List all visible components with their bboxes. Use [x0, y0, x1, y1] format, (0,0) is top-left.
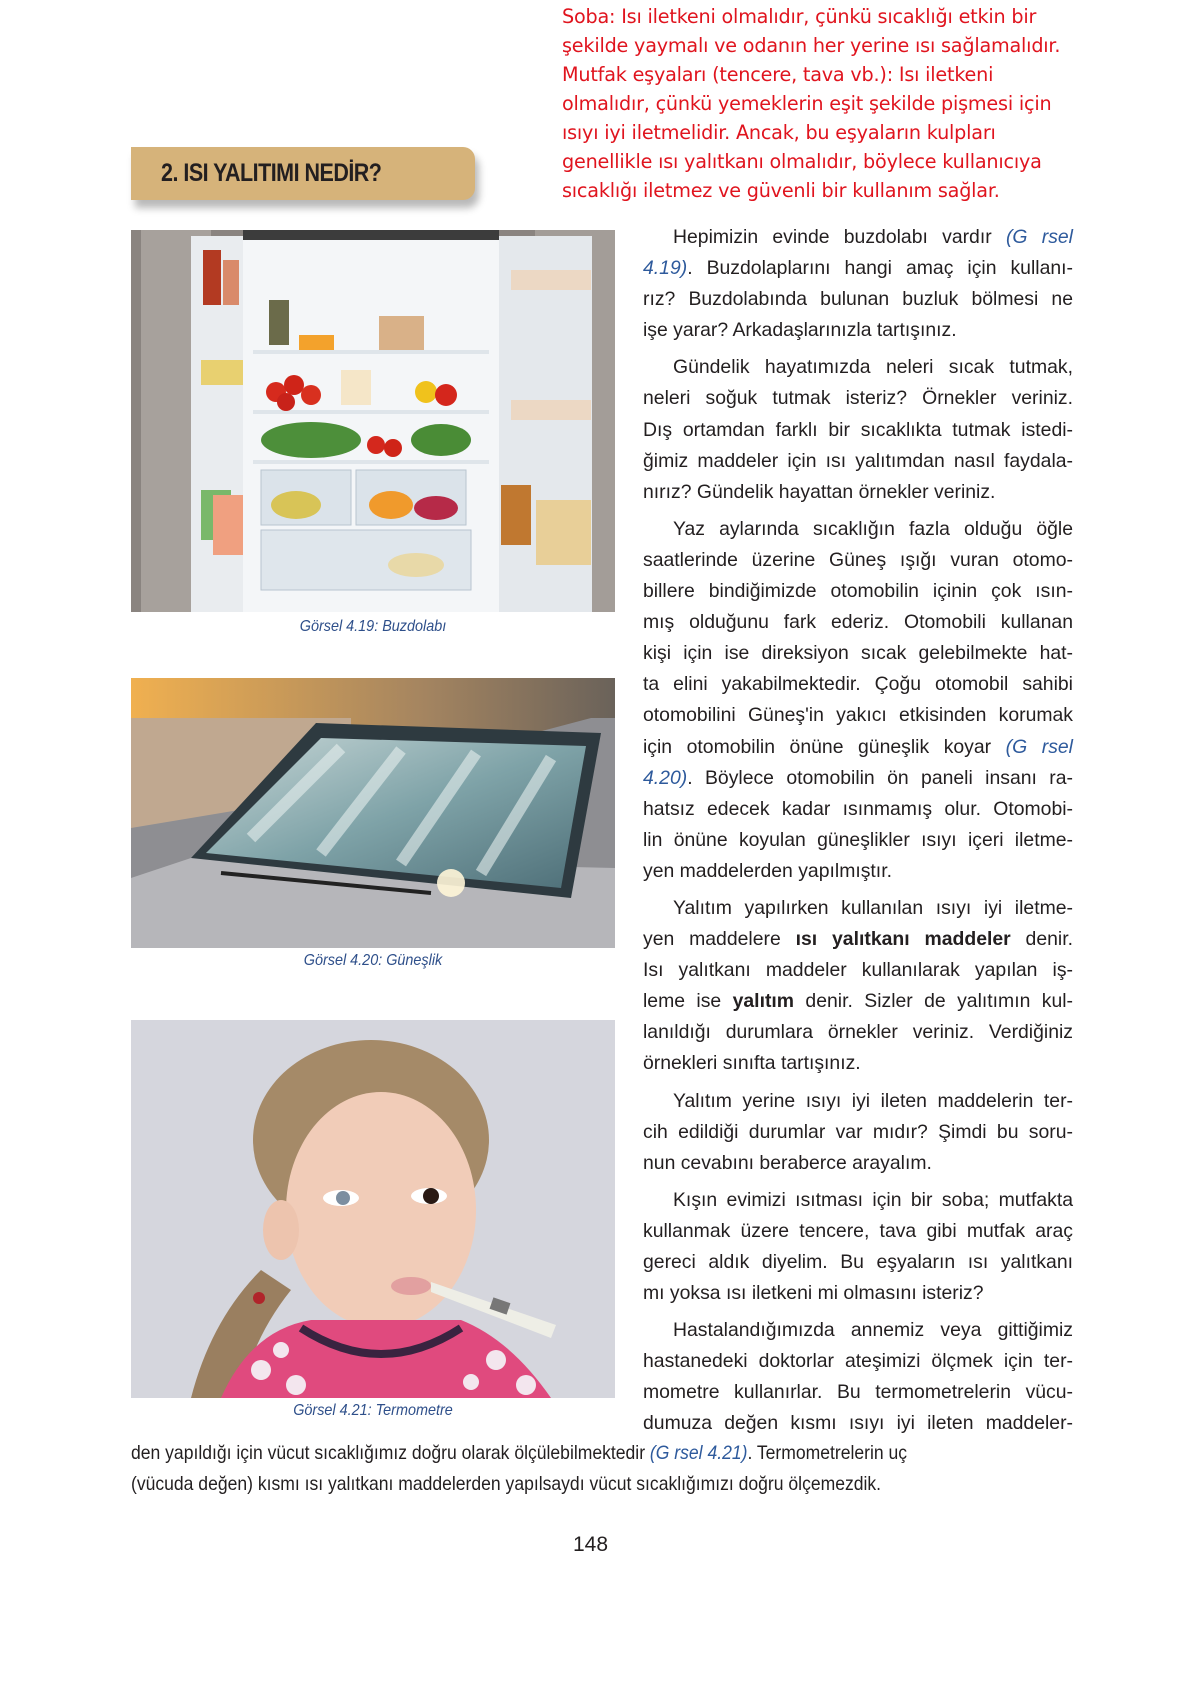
text-line: nırız? Gündelik hayattan örnekler veriniz.	[643, 480, 996, 503]
text-line: Gündelik hayatımızda neleri sıcak tutmak,	[673, 356, 1073, 379]
figure-caption: Görsel 4.21: Termometre	[293, 1402, 453, 1419]
text-line	[643, 732, 1073, 763]
paragraph-car-sunshade	[643, 514, 1073, 887]
text-line	[643, 253, 1073, 284]
text-line: mometre kullanırlar. Bu termometrelerin vücu-	[643, 1381, 1073, 1404]
figure-caption: Görsel 4.19: Buzdolabı	[299, 618, 447, 635]
text-span: . Termometrelerin uç	[747, 1442, 908, 1464]
text-line: hastanedeki doktorlar ateşimizi ölçmek için ter-	[643, 1350, 1073, 1373]
annotation-line: genellikle ısı yalıtkanı olmalıdır, böylece kullanıcıya	[562, 150, 1042, 173]
figure-thermometer-photo	[131, 1020, 615, 1398]
figure-caption: Görsel 4.20: Güneşlik	[303, 952, 443, 969]
text-line: yen maddelerden yapılmıştır.	[643, 859, 892, 882]
text-line	[643, 924, 1073, 955]
annotation-line: Mutfak eşyaları (tencere, tava vb.): Isı iletkeni	[562, 63, 994, 86]
text-line: otomobilini Güneş'in yakıcı etkisinden korumak	[643, 704, 1073, 727]
text-span: yen maddelere	[643, 928, 796, 951]
girl-thermometer-illustration	[131, 1020, 615, 1398]
figure-reference-link[interactable]: (G rsel	[1005, 226, 1073, 248]
annotation-line: olmalıdır, çünkü yemeklerin eşit şekilde pişmesi için	[562, 92, 1052, 115]
text-line	[643, 763, 1073, 794]
text-span: . Böylece otomobilin ön paneli insanı ra-	[687, 766, 1073, 789]
annotation-line: sıcaklığı iletmez ve güvenli bir kullanım sağlar.	[562, 179, 1000, 202]
answer-annotation	[562, 2, 1082, 205]
section-title: 2. ISI YALITIMI NEDİR?	[161, 159, 382, 187]
text-line: Isı yalıtkanı maddeler kullanılarak yapılan iş-	[643, 959, 1073, 982]
key-term: ısı yalıtkanı maddeler	[795, 928, 1011, 951]
text-line: işe yarar? Arkadaşlarınızla tartışınız.	[643, 319, 957, 342]
text-line: nun cevabını beraberce arayalım.	[643, 1151, 932, 1174]
text-line: lin önüne koyulan güneşlikler ısıyı içeri iletme-	[643, 828, 1073, 851]
paragraph-conductor-preference	[643, 1086, 1073, 1179]
text-line: Yalıtım yerine ısıyı iyi ileten maddelerin ter-	[673, 1089, 1073, 1112]
paragraph-daily-life	[643, 352, 1073, 507]
annotation-line: Soba: Isı iletkeni olmalıdır, çünkü sıcaklığı etkin bir	[562, 5, 1037, 28]
key-term: yalıtım	[732, 990, 795, 1013]
text-line: Hastalandığımızda annemiz veya gittiğimiz	[673, 1319, 1073, 1342]
refrigerator-illustration	[131, 230, 615, 612]
text-line: billere bindiğimizde otomobilin içinin çok ısın-	[643, 580, 1073, 603]
text-line: lanıldığı durumlara örnekler veriniz. Verdiğiniz	[643, 1021, 1073, 1044]
body-text-column	[643, 222, 1073, 1446]
figure-sunshade-photo	[131, 678, 615, 948]
text-span: Hepimizin evinde buzdolabı vardır	[673, 226, 1006, 248]
text-line: neleri soğuk tutmak isteriz? Örnekler veriniz.	[643, 387, 1073, 410]
paragraph-refrigerator	[643, 222, 1073, 346]
text-span: denir.	[1010, 928, 1073, 951]
text-line	[643, 986, 1073, 1017]
annotation-line: ısıyı iyi iletmelidir. Ancak, bu eşyaların kulpları	[562, 121, 996, 144]
text-line: Yaz aylarında sıcaklığın fazla olduğu öğle	[673, 517, 1073, 540]
section-heading-banner	[131, 147, 475, 200]
text-line: mı yoksa ısı iletkeni mi olmasını isteriz?	[643, 1282, 984, 1305]
paragraph-thermometer-continuation	[131, 1438, 1071, 1500]
annotation-line: şekilde yaymalı ve odanın her yerine ısı sağlamalıdır.	[562, 34, 1061, 57]
text-line: ğimiz maddeler için ısı yalıtımdan nasıl faydala-	[643, 449, 1073, 472]
text-line: (vücuda değen) kısmı ısı yalıtkanı maddelerden yapılsaydı vücut sıcaklığımızı doğru ölçemezdik.	[131, 1473, 882, 1496]
text-line: rız? Buzdolabında bulunan buzluk bölmesi ne	[643, 288, 1073, 311]
figure-reference-link[interactable]: 4.19)	[643, 257, 688, 280]
text-line: mış olduğunu fark ederiz. Otomobili kullanan	[643, 611, 1073, 634]
text-line: cih edildiği durumlar var mıdır? Şimdi bu soru-	[643, 1120, 1073, 1143]
text-line: Dış ortamdan farklı bir sıcaklıkta tutmak istedi-	[643, 418, 1073, 441]
figure-reference-link[interactable]: 4.20)	[643, 766, 688, 789]
figure-refrigerator-photo	[131, 230, 615, 612]
paragraph-insulation-definition	[643, 893, 1073, 1080]
text-line	[131, 1438, 982, 1469]
text-line: gereci aldık diyelim. Bu eşyaların ısı yalıtkanı	[643, 1251, 1073, 1273]
figure-reference-link[interactable]: (G rsel 4.21)	[649, 1442, 748, 1464]
text-line: ta elini yakabilmektedir. Çoğu otomobil sahibi	[643, 673, 1073, 696]
text-line: Yalıtım yapılırken kullanılan ısıyı iyi iletme-	[673, 896, 1073, 919]
text-span: için otomobilin önüne güneşlik koyar	[643, 735, 1006, 758]
text-line: saatlerinde üzerine Güneş ışığı vuran otomo-	[643, 548, 1073, 571]
text-line: dumuza değen kısmı ısıyı iyi ileten maddeler-	[643, 1412, 1073, 1435]
page-number: 148	[572, 1533, 609, 1556]
text-span: den yapıldığı için vücut sıcaklığımız doğru olarak ölçülebilmektedir	[131, 1442, 650, 1464]
text-span: leme ise	[643, 990, 733, 1013]
paragraph-stove-question	[643, 1185, 1073, 1309]
text-span: . Buzdolaplarını hangi amaç için kullanı-	[687, 257, 1073, 280]
text-line: örnekleri sınıfta tartışınız.	[643, 1052, 861, 1075]
figure-reference-link[interactable]: (G rsel	[1005, 735, 1073, 758]
text-line: kişi için ise direksiyon sıcak gelebilmekte hat-	[643, 642, 1073, 665]
text-span: denir. Sizler de yalıtımın kul-	[794, 990, 1074, 1013]
paragraph-thermometer	[643, 1315, 1073, 1439]
text-line	[643, 222, 1073, 253]
text-line: kullanmak üzere tencere, tava gibi mutfak araç	[643, 1219, 1073, 1242]
text-line: hatsız edecek kadar ısınmamış olur. Otomobi-	[643, 797, 1073, 820]
text-line: Kışın evimizi ısıtması için bir soba; mutfakta	[673, 1188, 1073, 1211]
car-sunshade-illustration	[131, 678, 615, 948]
